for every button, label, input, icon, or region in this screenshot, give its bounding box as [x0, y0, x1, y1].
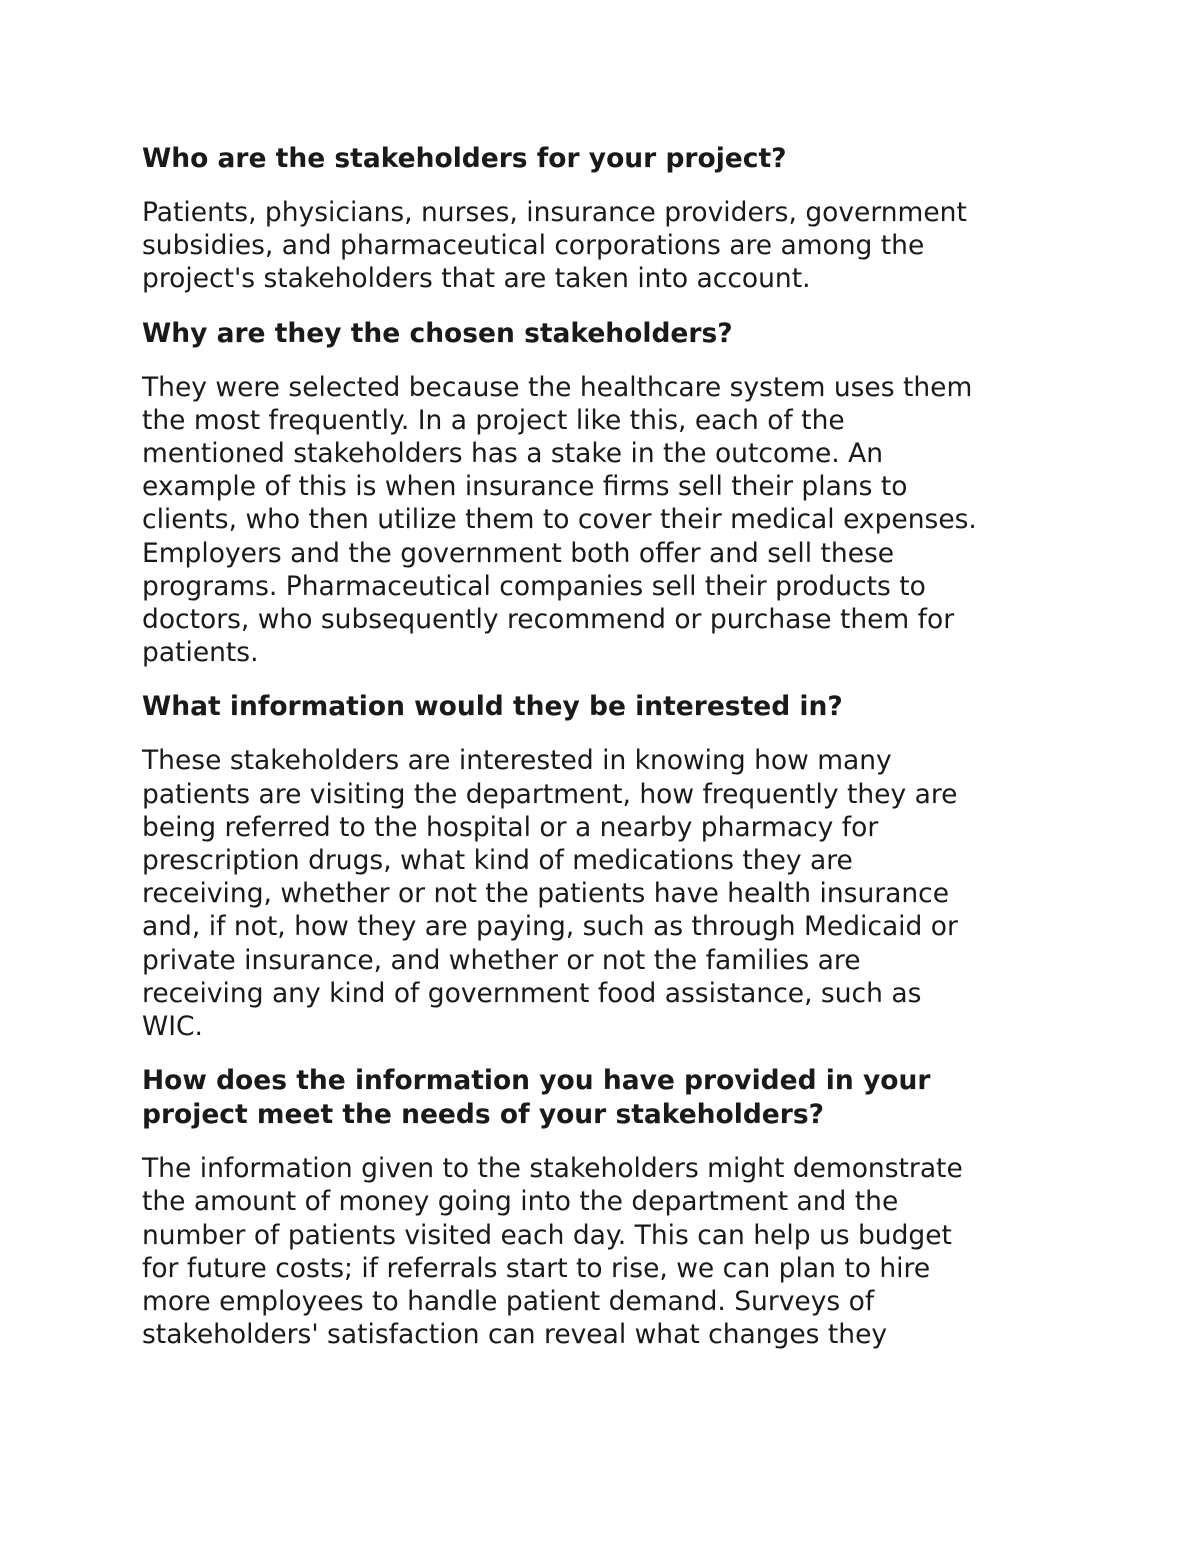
section-heading-meet-needs: How does the information you have provided in your project meet the needs of your stakeholders?: [142, 1065, 931, 1131]
document-content: [142, 142, 1077, 1372]
section-heading-chosen-stakeholders: Why are they the chosen stakeholders?: [142, 317, 733, 349]
section-body-chosen-stakeholders: They were selected because the healthcare system uses them the most frequently. In a project like this, each of the mentioned stakeholders has a stake in the outcome. An example of this is when insurance firms sell their plans to clients, who then utilize them to cover their medical expenses. Employers and the government both offer and sell these programs. Pharmaceutical companies sell their products to doctors, who subsequently recommend or purchase them for patients.: [142, 371, 977, 669]
section-body-stakeholders: Patients, physicians, nurses, insurance providers, government subsidies, and pharmaceutical corporations are among the project's stakeholders that are taken into account.: [142, 197, 967, 295]
section-heading-information-interest: What information would they be interested in?: [142, 691, 843, 723]
section-heading-stakeholders: Who are the stakeholders for your project?: [142, 143, 787, 174]
section-body-information-interest: These stakeholders are interested in knowing how many patients are visiting the department, how frequently they are being referred to the hospital or a nearby pharmacy for prescription drugs, what kind of medications they are receiving, whether or not the patients have health insurance and, if not, how they are paying, such as through Medicaid or private insurance, and whether or not the families are receiving any kind of government food assistance, such as WIC.: [142, 745, 958, 1043]
section-body-meet-needs: The information given to the stakeholders might demonstrate the amount of money going into the department and the number of patients visited each day. This can help us budget for future costs; if referrals start to rise, we can plan to hire more employees to handle patient demand. Surveys of stakeholders' satisfaction can reveal what changes they: [142, 1153, 963, 1351]
